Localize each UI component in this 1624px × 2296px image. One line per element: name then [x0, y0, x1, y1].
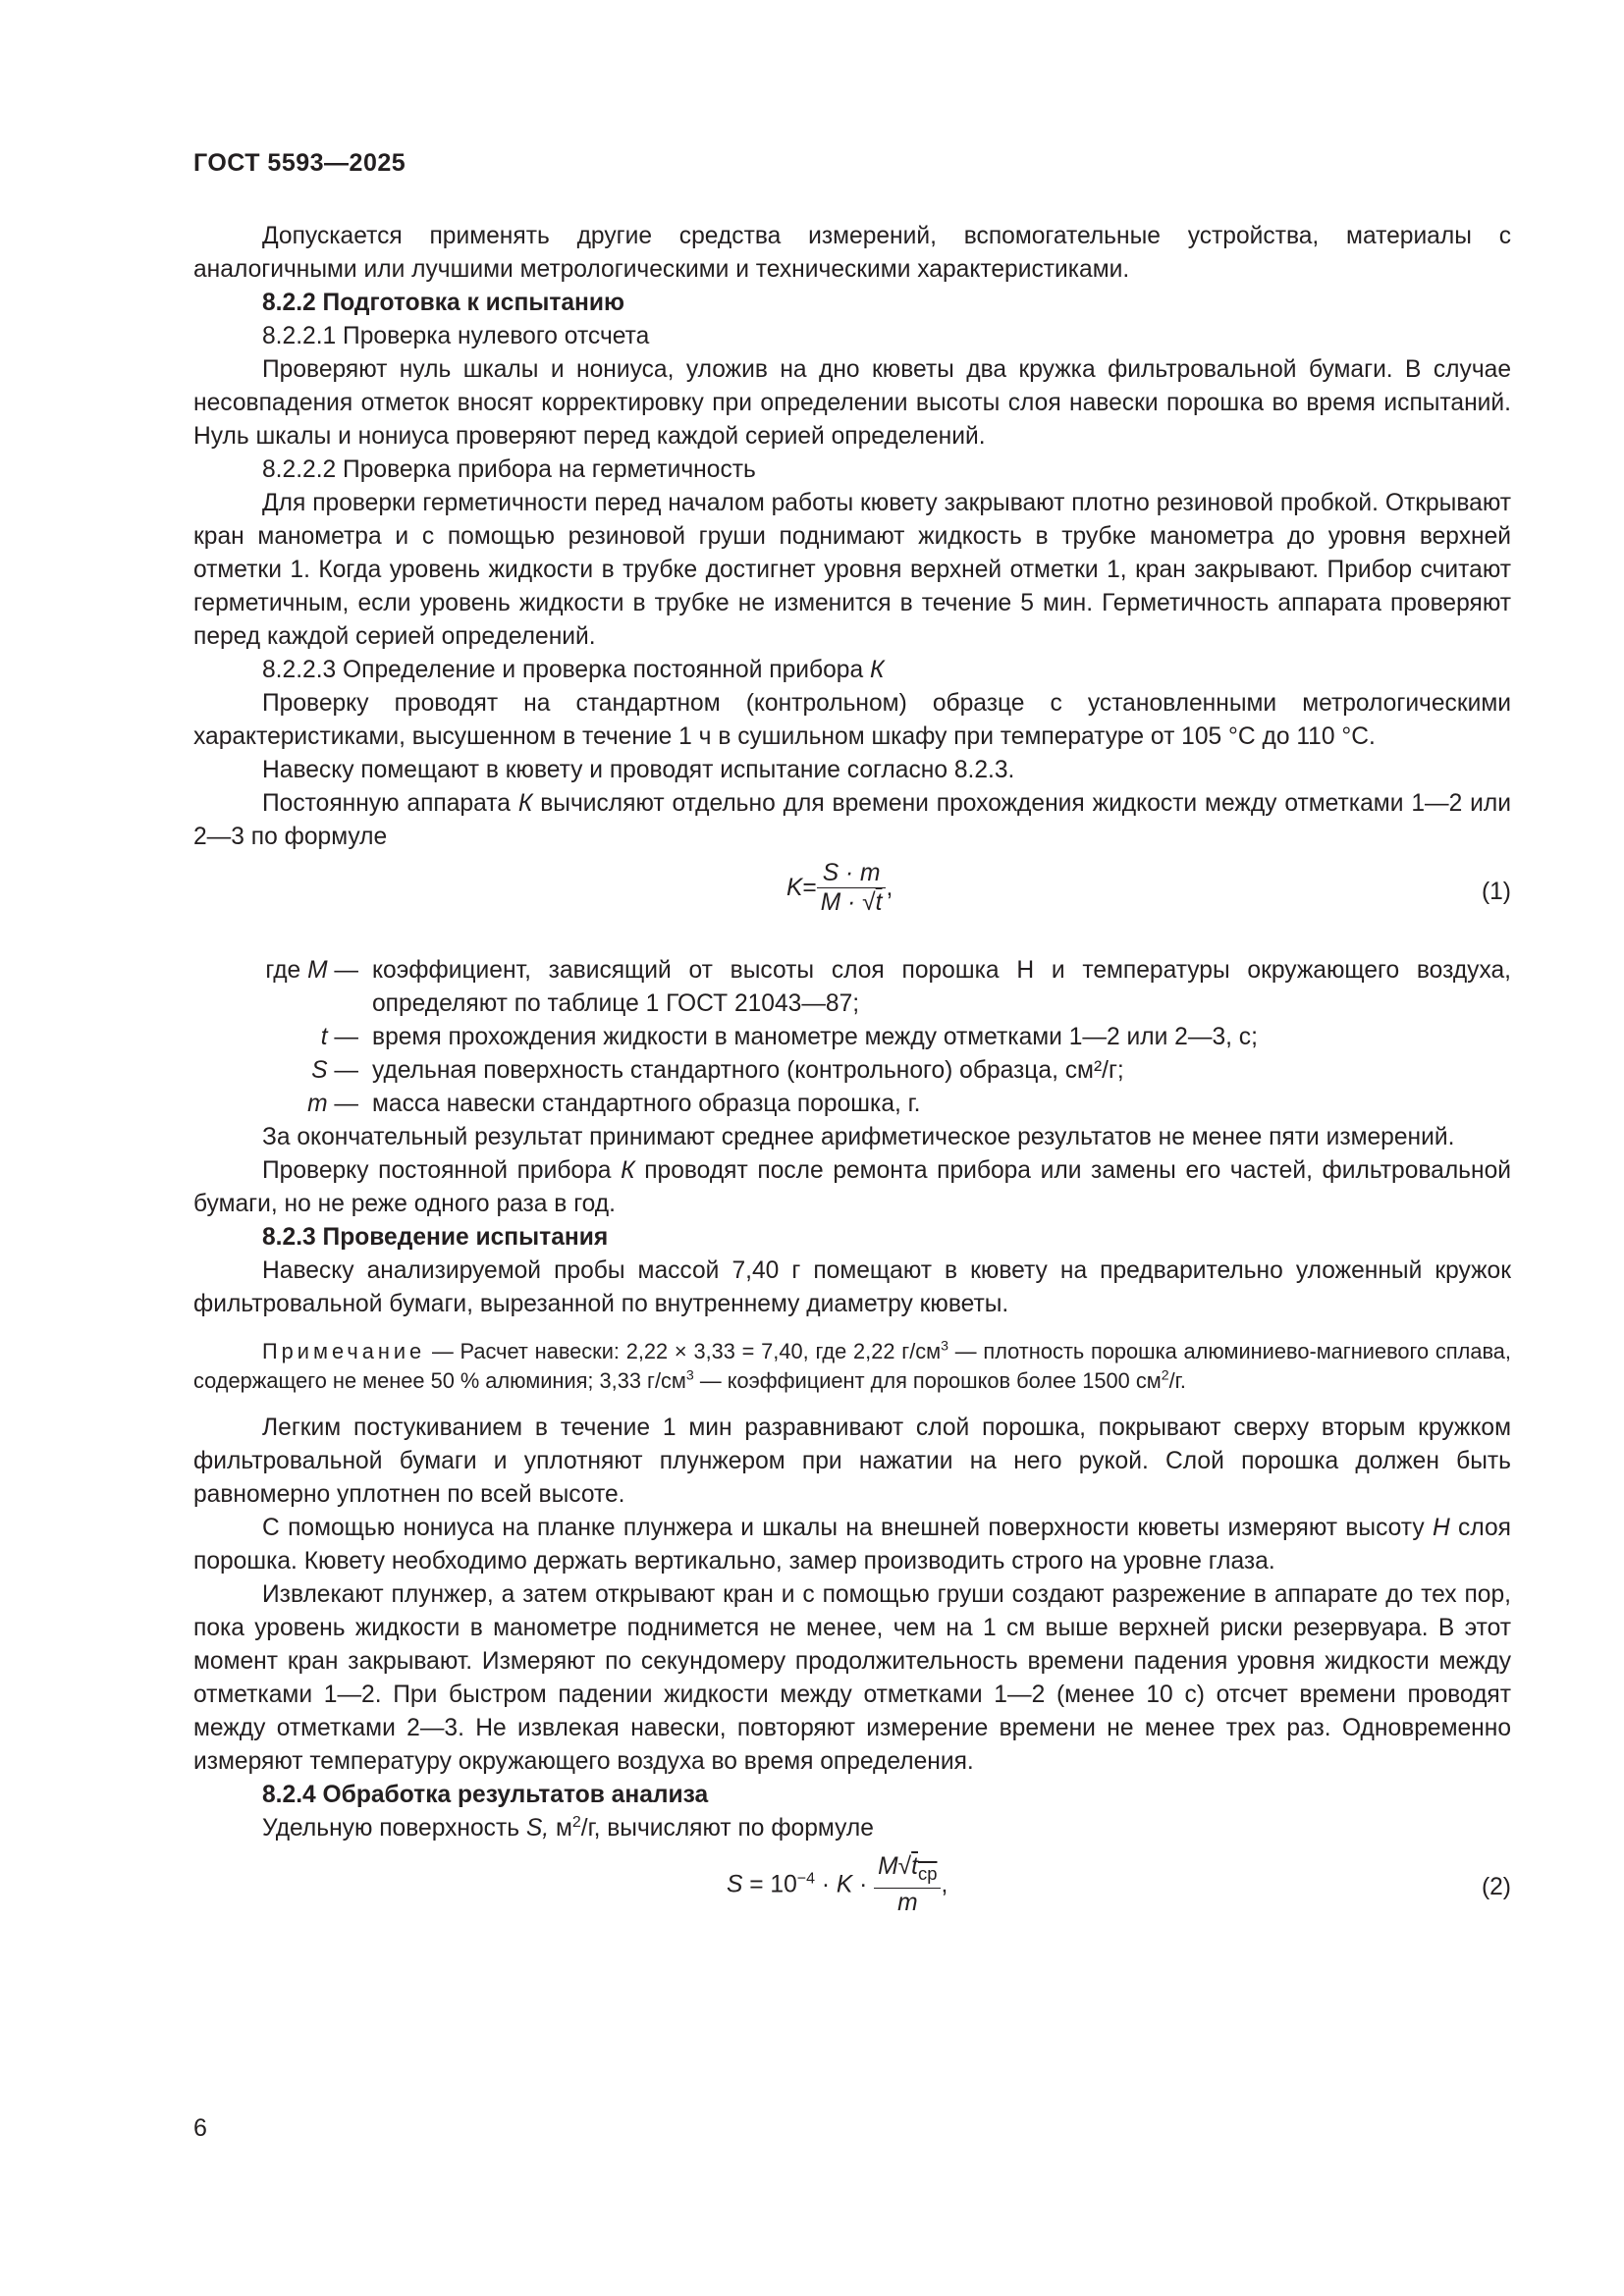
formula-numerator: S · m	[817, 860, 887, 888]
definition-symbol: t	[320, 1024, 328, 1050]
variable-k: К	[621, 1157, 635, 1184]
note-sup: 3	[685, 1367, 694, 1384]
formula-fraction	[874, 1853, 941, 1918]
formula-tail: ,	[941, 1871, 948, 1898]
definition-label	[193, 1088, 358, 1121]
paragraph	[193, 1154, 1511, 1221]
formula-exponent: −4	[796, 1870, 816, 1888]
formula-lhs: K	[786, 875, 803, 901]
variable-h: H	[1432, 1515, 1450, 1541]
definition-row	[193, 1021, 1511, 1054]
formula-denominator: m	[897, 1889, 918, 1916]
paragraph	[193, 787, 1511, 854]
paragraph	[193, 1512, 1511, 1578]
formula-dot: ·	[815, 1871, 837, 1898]
text-run: Удельную поверхность	[262, 1815, 526, 1842]
definition-dash: —	[327, 1057, 358, 1084]
variable-k: К	[517, 790, 533, 817]
formula-lhs: S	[727, 1871, 743, 1898]
heading-text: 8.2.2.3 Определение и проверка постоянной прибора	[262, 657, 870, 683]
subsection-heading	[193, 654, 1511, 687]
paragraph: Извлекают плунжер, а затем открывают кран и с помощью груши создают разрежение в аппарате до тех пор, пока уровень жидкости в манометре поднимется не менее, чем на 1 см выше верхней риски резервуара. В этот момент кран закрывают. Измеряют по секундомеру продолжительность времени падения уровня жидкости между отметками 1—2. При быстром падении жидкости между отметками 1—2 (менее 10 с) отсчет времени проводят между отметками 2—3. Не извлекая навески, повторяют измерение времени не менее трех раз. Одновременно измеряют температуру окружающего воздуха во время определения.	[193, 1581, 1511, 1775]
section-heading: 8.2.2 Подготовка к испытанию	[262, 290, 625, 316]
definition-row	[193, 1088, 1511, 1121]
definition-dash: —	[327, 1024, 358, 1050]
formula-2-expression	[727, 1853, 947, 1918]
definition-label	[193, 1054, 358, 1088]
definition-symbol: M	[307, 957, 328, 984]
definition-text: время прохождения жидкости в манометре между отметками 1—2 или 2—3, с;	[372, 1024, 1258, 1050]
text-run: проводят после ремонта прибора или замены его частей, фильтровальной бумаги, но не реже одного раза в год.	[193, 1157, 1511, 1217]
paragraph: Проверяют нуль шкалы и нониуса, уложив на дно кюветы два кружка фильтровальной бумаги. В случае несовпадения отметок вносят корректировку при определении высоты слоя навески порошка во время испытаний. Нуль шкалы и нониуса проверяют перед каждой серией определений.	[193, 356, 1511, 450]
sqrt-sign: √	[897, 1853, 912, 1880]
text-run: /г, вычисляют по формуле	[580, 1815, 874, 1842]
note	[193, 1337, 1511, 1396]
formula-number: (1)	[1481, 879, 1511, 905]
sqrt-argument	[911, 1853, 938, 1884]
section-heading: 8.2.4 Обработка результатов анализа	[262, 1782, 709, 1808]
formula-tail: ,	[886, 875, 893, 901]
paragraph: Легким постукиванием в течение 1 мин разравнивают слой порошка, покрывают сверху вторым кружком фильтровальной бумаги и уплотняют плунжером при нажатии на него рукой. Слой порошка должен быть равномерно уплотнен по всей высоте.	[193, 1415, 1511, 1508]
definition-row	[193, 1054, 1511, 1088]
document-body	[193, 220, 1511, 1940]
definition-prefix: где	[265, 957, 308, 984]
subsection-heading: 8.2.2.1 Проверка нулевого отсчета	[262, 323, 650, 349]
text-run: Постоянную аппарата	[262, 790, 518, 817]
definition-dash: —	[327, 1091, 358, 1117]
paragraph	[193, 1812, 1511, 1845]
definition-text: удельная поверхность стандартного (контрольного) образца, см²/г;	[372, 1057, 1124, 1084]
formula-1	[193, 854, 1511, 940]
variable-k: К	[869, 657, 885, 683]
text-run: Проверку постоянной прибора	[262, 1157, 622, 1184]
paragraph: Допускается применять другие средства измерений, вспомогательные устройства, материалы с аналогичными или лучшими метрологическими и техническими характеристиками.	[193, 223, 1511, 283]
definition-row	[193, 954, 1511, 1021]
note-text: — Расчет навески: 2,22 × 3,33 = 7,40, где 2,22 г/см	[425, 1339, 942, 1363]
section-heading: 8.2.3 Проведение испытания	[262, 1224, 609, 1251]
definition-label	[193, 954, 358, 1021]
formula-dot: ·	[852, 1871, 875, 1898]
formula-eq: =	[802, 875, 817, 901]
formula-k: K	[836, 1871, 853, 1898]
note-sup: 3	[941, 1338, 949, 1355]
paragraph: Навеску анализируемой пробы массой 7,40 г помещают в кювету на предварительно уложенный кружок фильтровальной бумаги, вырезанной по внутреннему диаметру кюветы.	[193, 1257, 1511, 1317]
definition-label	[193, 1021, 358, 1054]
text-run: С помощью нониуса на планке плунжера и шкалы на внешней поверхности кюветы измеряют высоту	[262, 1515, 1433, 1541]
formula-denominator	[817, 888, 887, 918]
definition-text: масса навески стандартного образца порошка, г.	[372, 1091, 921, 1117]
note-text: — плотность порошка алюминиево-магниевого сплава, содержащего не менее 50 % алюминия; 3,33 г/см	[193, 1339, 1511, 1393]
sqrt-subscript: ср	[918, 1862, 938, 1884]
note-text: — коэффициент для порошков более 1500 см	[693, 1368, 1162, 1393]
page-number: 6	[193, 2114, 207, 2142]
definition-symbol: S	[311, 1057, 328, 1084]
unit-sup: 2	[571, 1813, 581, 1831]
definitions-list	[193, 954, 1511, 1121]
paragraph: Навеску помещают в кювету и проводят испытание согласно 8.2.3.	[262, 757, 1015, 783]
sqrt-sign: √	[862, 889, 876, 916]
paragraph: За окончательный результат принимают среднее арифметическое результатов не менее пяти измерений.	[262, 1124, 1455, 1150]
text-run: м	[549, 1815, 572, 1842]
definition-symbol: m	[307, 1091, 328, 1117]
paragraph: Проверку проводят на стандартном (контрольном) образце с установленными метрологическими характеристиками, высушенном в течение 1 ч в сушильном шкафу при температуре от 105 °С до 110 °С.	[193, 690, 1511, 750]
variable-s: S,	[525, 1815, 550, 1842]
subsection-heading: 8.2.2.2 Проверка прибора на герметичность	[262, 456, 756, 483]
formula-numerator	[874, 1853, 941, 1889]
text-run: слоя порошка. Кювету необходимо держать вертикально, замер производить строго на уровне глаза.	[193, 1515, 1511, 1575]
formula-number: (2)	[1481, 1874, 1511, 1900]
sqrt-t: t	[911, 1853, 918, 1880]
formula-fraction	[817, 860, 887, 918]
denominator-text: M ·	[820, 889, 863, 916]
text-run: вычисляют отдельно для времени прохождения жидкости между отметками 1—2 или 2—3 по формуле	[193, 790, 1511, 850]
formula-1-expression	[786, 860, 893, 918]
formula-eq: = 10	[742, 1871, 797, 1898]
numerator-m: M	[878, 1853, 898, 1880]
document-header: ГОСТ 5593—2025	[193, 149, 406, 177]
definition-text: коэффициент, зависящий от высоты слоя порошка H и температуры окружающего воздуха, определяют по таблице 1 ГОСТ 21043—87;	[372, 957, 1511, 1017]
formula-2	[193, 1845, 1511, 1940]
note-label: Примечание	[262, 1339, 426, 1363]
note-text: /г.	[1168, 1368, 1186, 1393]
definition-dash: —	[327, 957, 358, 984]
paragraph: Для проверки герметичности перед началом работы кювету закрывают плотно резиновой пробкой. Открывают кран манометра и с помощью резиновой груши поднимают жидкость в трубке манометра до уровня верхней отметки 1. Когда уровень жидкости в трубке достигнет уровня верхней отметки 1, кран закрывают. Прибор считают герметичным, если уровень жидкости в трубке не изменится в течение 5 мин. Герметичность аппарата проверяют перед каждой серией определений.	[193, 490, 1511, 650]
sqrt-argument: t	[875, 889, 883, 916]
note-sup: 2	[1161, 1367, 1169, 1384]
